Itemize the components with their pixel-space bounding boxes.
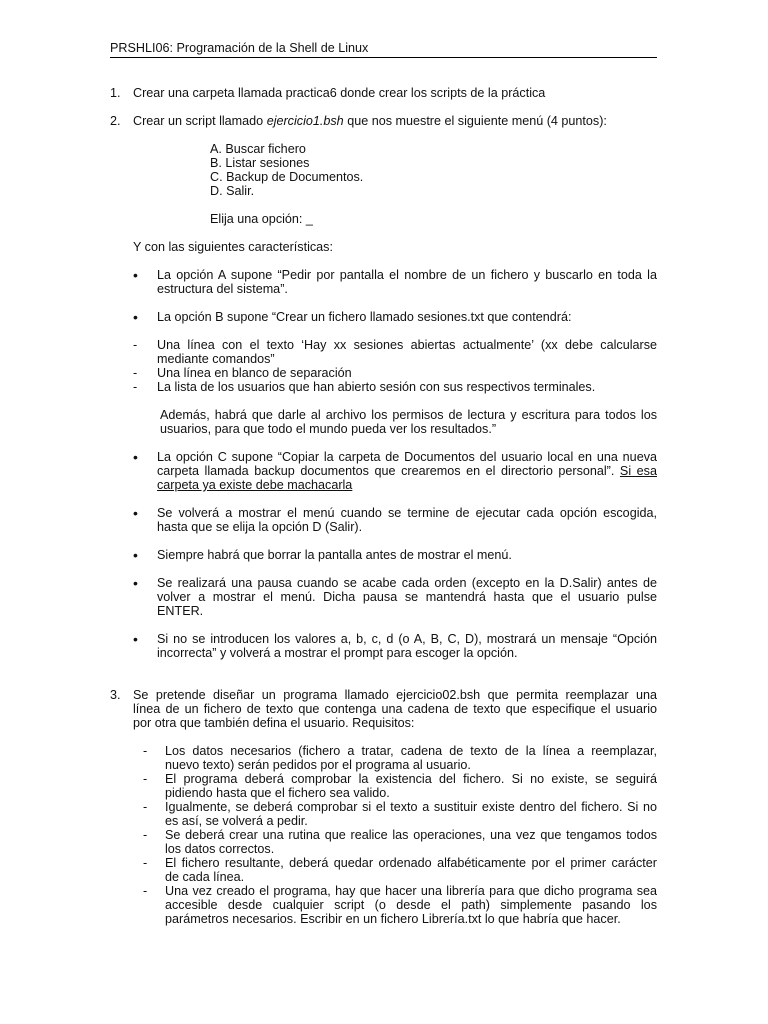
requirement-4-line-2: los datos correctos. (165, 842, 275, 856)
menu-option-d: D. Salir. (210, 184, 255, 198)
bullet-c-line-1: La opción C supone “Copiar la carpeta de Documentos del usuario local en una nueva (157, 450, 657, 464)
bullet-f-line-2: volver a mostrar el menú. Dicha pausa se mantendrá hasta que el usuario pulse (157, 590, 657, 604)
requirement-3-line-1: Igualmente, se deberá comprobar si el texto a sustituir existe dentro del fichero. Si no (165, 800, 657, 814)
script-name: ejercicio1.bsh (266, 114, 344, 128)
requirement-2-line-1: El programa deberá comprobar la existencia del fichero. Si no existe, se seguirá (165, 772, 657, 786)
dash-marker: - (133, 338, 138, 352)
bullet-marker: • (133, 267, 138, 283)
dash-marker: - (143, 744, 148, 758)
bullet-d-line-1: Se volverá a mostrar el menú cuando se termine de ejecutar cada opción escogida, (157, 506, 657, 520)
bullet-a-line-2: estructura del sistema”. (157, 282, 288, 296)
bullet-marker: • (133, 449, 138, 465)
item-3-line-2: línea de un fichero de texto que contenga una cadena de texto que especifique el usuario (133, 702, 657, 716)
menu-option-c: C. Backup de Documentos. (210, 170, 364, 184)
note-line-2: usuarios, para que todo el mundo pueda ver los resultados.” (160, 422, 497, 436)
requirement-6-line-1: Una vez creado el programa, hay que hacer una librería para que dicho programa sea (165, 884, 657, 898)
item-3-line-3: por otra que también defina el usuario. Requisitos: (133, 716, 415, 730)
item-1-number: 1. (110, 86, 121, 100)
bullet-e-text: Siempre habrá que borrar la pantalla antes de mostrar el menú. (157, 548, 512, 562)
dash-marker: - (143, 800, 148, 814)
item-2-text (133, 114, 607, 128)
dash-marker: - (143, 828, 148, 842)
item-2-text-before: Crear un script llamado (133, 114, 267, 128)
document-title: PRSHLI06: Programación de la Shell de Linux (110, 41, 369, 55)
dash-marker: - (133, 380, 138, 394)
item-3-line-1: Se pretende diseñar un programa llamado ejercicio02.bsh que permita reemplazar una (133, 688, 657, 702)
requirement-6-line-3: parámetros necesarios. Escribir en un fichero Librería.txt lo que habría que hacer. (165, 912, 621, 926)
note-line-1: Además, habrá que darle al archivo los permisos de lectura y escritura para todos los (160, 408, 657, 422)
characteristics-intro: Y con las siguientes características: (133, 240, 333, 254)
bullet-c-line-2 (157, 464, 657, 478)
bullet-c-line-2-underlined: Si esa (619, 464, 657, 478)
bullet-c-line-2-plain: carpeta llamada backup documentos que crearemos en el directorio personal”. (157, 464, 620, 478)
bullet-marker: • (133, 309, 138, 325)
bullet-g-line-2: incorrecta” y volverá a mostrar el prompt para escoger la opción. (157, 646, 518, 660)
dash-item-3: La lista de los usuarios que han abierto sesión con sus respectivos terminales. (157, 380, 596, 394)
menu-prompt: Elija una opción: _ (210, 212, 313, 226)
dash-item-1-line-2: mediante comandos” (157, 352, 275, 366)
bullet-d-line-2: hasta que se elija la opción D (Salir). (157, 520, 363, 534)
bullet-marker: • (133, 575, 138, 591)
requirement-3-line-2: es así, se volverá a pedir. (165, 814, 308, 828)
dash-marker: - (143, 856, 148, 870)
bullet-marker: • (133, 547, 138, 563)
item-1-text: Crear una carpeta llamada practica6 donde crear los scripts de la práctica (133, 86, 546, 100)
dash-marker: - (133, 366, 138, 380)
requirement-2-line-2: pidiendo hasta que el fichero sea valido. (165, 786, 390, 800)
requirement-5-line-1: El fichero resultante, deberá quedar ordenado alfabéticamente por el primer carácter (165, 856, 657, 870)
item-2-number: 2. (110, 114, 121, 128)
bullet-f-line-3: ENTER. (157, 604, 204, 618)
requirement-1-line-1: Los datos necesarios (fichero a tratar, cadena de texto de la línea a reemplazar, (165, 744, 657, 758)
requirement-4-line-1: Se deberá crear una rutina que realice las operaciones, una vez que tengamos todos (165, 828, 657, 842)
dash-item-2: Una línea en blanco de separación (157, 366, 352, 380)
dash-marker: - (143, 772, 148, 786)
bullet-marker: • (133, 631, 138, 647)
requirement-6-line-2: accesible desde cualquier script (o desde el path) simplemente pasando los (165, 898, 657, 912)
bullet-a-line-1: La opción A supone “Pedir por pantalla el nombre de un fichero y buscarlo en toda la (157, 268, 657, 282)
bullet-g-line-1: Si no se introducen los valores a, b, c, d (o A, B, C, D), mostrará un mensaje “Opción (157, 632, 657, 646)
bullet-c-line-3: carpeta ya existe debe machacarla (157, 478, 353, 492)
item-2-text-after: que nos muestre el siguiente menú (4 puntos): (343, 114, 607, 128)
menu-option-a: A. Buscar fichero (210, 142, 306, 156)
bullet-b-text: La opción B supone “Crear un fichero llamado sesiones.txt que contendrá: (157, 310, 572, 324)
page-header (110, 41, 657, 58)
requirement-5-line-2: de cada línea. (165, 870, 245, 884)
item-3-number: 3. (110, 688, 121, 702)
menu-option-b: B. Listar sesiones (210, 156, 310, 170)
bullet-marker: • (133, 505, 138, 521)
bullet-f-line-1: Se realizará una pausa cuando se acabe cada orden (excepto en la D.Salir) antes de (157, 576, 657, 590)
dash-item-1-line-1: Una línea con el texto ‘Hay xx sesiones abiertas actualmente’ (xx debe calcularse (157, 338, 657, 352)
dash-marker: - (143, 884, 148, 898)
requirement-1-line-2: nuevo texto) serán pedidos por el programa al usuario. (165, 758, 471, 772)
